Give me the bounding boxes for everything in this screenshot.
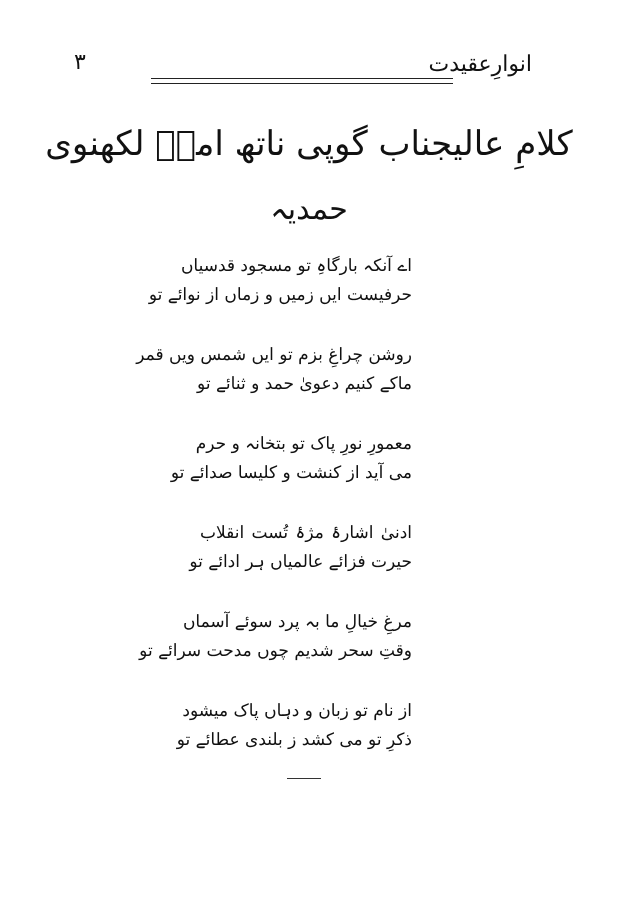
verse-line: روشن چراغِ بزم تو ایں شمس ویں قمر (136, 345, 412, 365)
verse-line: از نام تو زبان و دہاں پاک میشود (182, 701, 412, 721)
couplet (139, 608, 412, 697)
verse-line: مرغِ خیالِ ما بہ پرد سوئے آسماں (182, 612, 412, 632)
verse-line: ذکرِ تو می کشد ز بلندی عطائے تو (176, 730, 412, 750)
end-rule (287, 778, 321, 779)
section-title: حمدیہ (270, 192, 348, 227)
verse-line: حیرت فزائے عالمیاں ہر ادائے تو (189, 552, 412, 572)
header-rule-top (151, 78, 453, 79)
verse-line: حرفیست ایں زمیں و زماں از نوائے تو (148, 285, 412, 305)
verses (136, 252, 412, 786)
verse-line: اے آنکہ بارگاہِ تو مسجود قدسیاں (180, 256, 412, 276)
verse-line: وقتِ سحر شدیم چوں مدحت سرائے تو (139, 641, 412, 661)
couplet (176, 697, 412, 786)
page-number: ۳ (74, 50, 86, 75)
header-rule-bottom (151, 83, 453, 84)
verse-line: ادنیٰ اشارۂ مژۂ تُست انقلاب (200, 523, 412, 543)
verse-line: معمورِ نورِ پاک تو بتخانہ و حرم (195, 434, 412, 454)
couplet (136, 341, 412, 430)
couplet (189, 519, 412, 608)
couplet (148, 252, 412, 341)
verse-line: می آید از کنشت و کلیسا صدائے تو (170, 463, 412, 483)
running-head: انوارِعقیدت (428, 52, 532, 77)
verse-line: ماکے کنیم دعویٰ حمد و ثنائے تو (197, 374, 412, 394)
couplet (170, 430, 412, 519)
poet-title: کلامِ عالیجناب گوپی ناتھ امنؔ لکھنوی (45, 124, 573, 164)
